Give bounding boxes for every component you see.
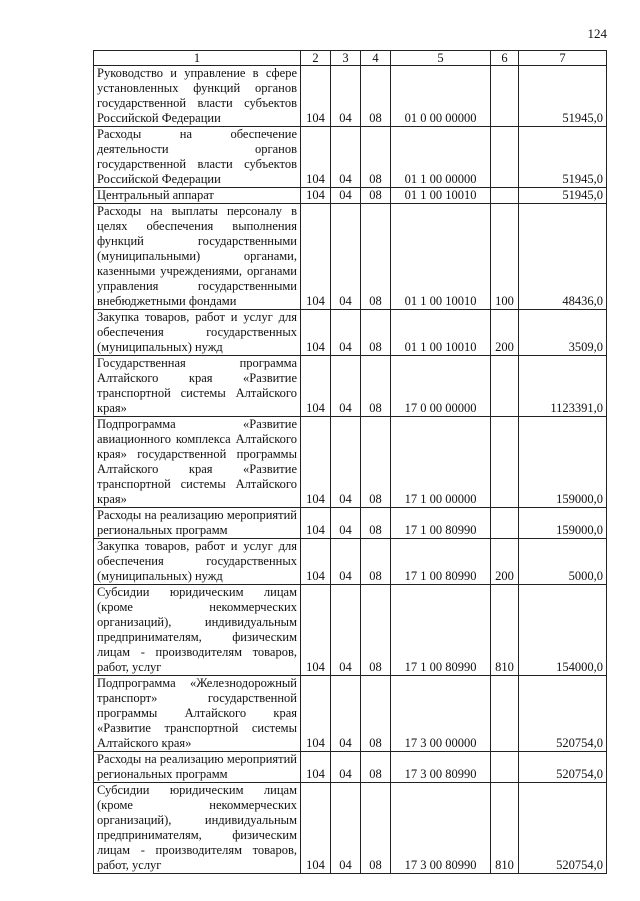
table-row bbox=[94, 188, 607, 204]
row-name-cell: Закупка товаров, работ и услуг для обеспечения государственных (муниципальных) нужд bbox=[94, 539, 301, 585]
row-name-cell: Подпрограмма «Развитие авиационного комплекса Алтайского края» государственной программы Алтайского края «Развитие транспортной системы Алтайского края» bbox=[94, 417, 301, 508]
row-expense-type-cell: 810 bbox=[491, 585, 519, 676]
row-expense-type-cell bbox=[491, 188, 519, 204]
row-name-cell: Расходы на реализацию мероприятий региональных программ bbox=[94, 508, 301, 539]
row-code-cell: 01 0 00 00000 bbox=[391, 66, 491, 127]
row-col2-cell: 104 bbox=[301, 188, 331, 204]
row-col3-cell: 04 bbox=[331, 66, 361, 127]
column-header: 2 bbox=[301, 51, 331, 66]
row-col3-cell: 04 bbox=[331, 539, 361, 585]
row-col2-cell: 104 bbox=[301, 417, 331, 508]
row-expense-type-cell: 200 bbox=[491, 539, 519, 585]
row-expense-type-cell: 100 bbox=[491, 204, 519, 310]
row-expense-type-cell bbox=[491, 127, 519, 188]
row-amount-cell: 520754,0 bbox=[519, 752, 607, 783]
row-amount-cell: 5000,0 bbox=[519, 539, 607, 585]
row-col2-cell: 104 bbox=[301, 66, 331, 127]
row-col2-cell: 104 bbox=[301, 752, 331, 783]
row-col3-cell: 04 bbox=[331, 508, 361, 539]
row-col4-cell: 08 bbox=[361, 66, 391, 127]
row-col2-cell: 104 bbox=[301, 783, 331, 874]
row-expense-type-cell bbox=[491, 676, 519, 752]
row-code-cell: 17 3 00 80990 bbox=[391, 783, 491, 874]
row-col3-cell: 04 bbox=[331, 783, 361, 874]
row-name-cell: Расходы на реализацию мероприятий региональных программ bbox=[94, 752, 301, 783]
row-amount-cell: 51945,0 bbox=[519, 66, 607, 127]
table-row bbox=[94, 783, 607, 874]
row-col4-cell: 08 bbox=[361, 188, 391, 204]
row-code-cell: 17 1 00 80990 bbox=[391, 585, 491, 676]
row-code-cell: 17 3 00 80990 bbox=[391, 752, 491, 783]
row-col3-cell: 04 bbox=[331, 356, 361, 417]
row-col2-cell: 104 bbox=[301, 310, 331, 356]
row-code-cell: 17 1 00 00000 bbox=[391, 417, 491, 508]
column-header: 4 bbox=[361, 51, 391, 66]
table-row bbox=[94, 204, 607, 310]
row-code-cell: 01 1 00 10010 bbox=[391, 204, 491, 310]
row-name-cell: Государственная программа Алтайского края «Развитие транспортной системы Алтайского края» bbox=[94, 356, 301, 417]
row-col4-cell: 08 bbox=[361, 752, 391, 783]
column-header: 1 bbox=[94, 51, 301, 66]
row-amount-cell: 154000,0 bbox=[519, 585, 607, 676]
row-code-cell: 01 1 00 10010 bbox=[391, 310, 491, 356]
row-col2-cell: 104 bbox=[301, 356, 331, 417]
table-row bbox=[94, 417, 607, 508]
row-amount-cell: 51945,0 bbox=[519, 127, 607, 188]
table-row bbox=[94, 127, 607, 188]
row-name-cell: Субсидии юридическим лицам (кроме некоммерческих организаций), индивидуальным предпринимателям, физическим лицам - производителям товаров, работ, услуг bbox=[94, 585, 301, 676]
row-name-cell: Субсидии юридическим лицам (кроме некоммерческих организаций), индивидуальным предпринимателям, физическим лицам - производителям товаров, работ, услуг bbox=[94, 783, 301, 874]
row-code-cell: 17 1 00 80990 bbox=[391, 539, 491, 585]
row-code-cell: 01 1 00 00000 bbox=[391, 127, 491, 188]
row-col4-cell: 08 bbox=[361, 539, 391, 585]
row-amount-cell: 3509,0 bbox=[519, 310, 607, 356]
row-col3-cell: 04 bbox=[331, 752, 361, 783]
row-col3-cell: 04 bbox=[331, 188, 361, 204]
row-expense-type-cell bbox=[491, 66, 519, 127]
row-col4-cell: 08 bbox=[361, 508, 391, 539]
row-amount-cell: 159000,0 bbox=[519, 508, 607, 539]
row-code-cell: 17 0 00 00000 bbox=[391, 356, 491, 417]
row-col4-cell: 08 bbox=[361, 783, 391, 874]
row-name-cell: Руководство и управление в сфере установленных функций органов государственной власти субъектов Российской Федерации bbox=[94, 66, 301, 127]
row-code-cell: 17 3 00 00000 bbox=[391, 676, 491, 752]
row-col2-cell: 104 bbox=[301, 204, 331, 310]
column-header: 5 bbox=[391, 51, 491, 66]
row-amount-cell: 1123391,0 bbox=[519, 356, 607, 417]
table-row bbox=[94, 676, 607, 752]
row-col4-cell: 08 bbox=[361, 204, 391, 310]
row-amount-cell: 51945,0 bbox=[519, 188, 607, 204]
column-header: 7 bbox=[519, 51, 607, 66]
row-col3-cell: 04 bbox=[331, 585, 361, 676]
row-amount-cell: 520754,0 bbox=[519, 676, 607, 752]
row-col3-cell: 04 bbox=[331, 310, 361, 356]
row-col4-cell: 08 bbox=[361, 676, 391, 752]
row-col4-cell: 08 bbox=[361, 310, 391, 356]
row-col3-cell: 04 bbox=[331, 417, 361, 508]
row-amount-cell: 159000,0 bbox=[519, 417, 607, 508]
row-amount-cell: 48436,0 bbox=[519, 204, 607, 310]
row-col2-cell: 104 bbox=[301, 127, 331, 188]
table-row bbox=[94, 356, 607, 417]
page-number: 124 bbox=[587, 26, 607, 41]
row-name-cell: Расходы на обеспечение деятельности органов государственной власти субъектов Российской Федерации bbox=[94, 127, 301, 188]
row-col4-cell: 08 bbox=[361, 356, 391, 417]
table-row bbox=[94, 539, 607, 585]
table-header-row bbox=[94, 51, 607, 66]
row-col2-cell: 104 bbox=[301, 508, 331, 539]
table-row bbox=[94, 66, 607, 127]
budget-table bbox=[93, 50, 607, 874]
row-expense-type-cell bbox=[491, 417, 519, 508]
table-row bbox=[94, 752, 607, 783]
row-name-cell: Закупка товаров, работ и услуг для обеспечения государственных (муниципальных) нужд bbox=[94, 310, 301, 356]
column-header: 3 bbox=[331, 51, 361, 66]
row-name-cell: Центральный аппарат bbox=[94, 188, 301, 204]
row-col2-cell: 104 bbox=[301, 539, 331, 585]
row-col3-cell: 04 bbox=[331, 127, 361, 188]
table-row bbox=[94, 585, 607, 676]
row-col4-cell: 08 bbox=[361, 585, 391, 676]
row-col2-cell: 104 bbox=[301, 585, 331, 676]
row-expense-type-cell bbox=[491, 508, 519, 539]
row-code-cell: 17 1 00 80990 bbox=[391, 508, 491, 539]
table-row bbox=[94, 310, 607, 356]
row-name-cell: Расходы на выплаты персоналу в целях обеспечения выполнения функций государственными (муниципальными) органами, казенными учреждениями, органами управления государственными внебюджетными фондами bbox=[94, 204, 301, 310]
row-expense-type-cell: 200 bbox=[491, 310, 519, 356]
table-row bbox=[94, 508, 607, 539]
row-code-cell: 01 1 00 10010 bbox=[391, 188, 491, 204]
row-col4-cell: 08 bbox=[361, 127, 391, 188]
column-header: 6 bbox=[491, 51, 519, 66]
row-expense-type-cell: 810 bbox=[491, 783, 519, 874]
row-expense-type-cell bbox=[491, 752, 519, 783]
row-col3-cell: 04 bbox=[331, 204, 361, 310]
row-name-cell: Подпрограмма «Железнодорожный транспорт» государственной программы Алтайского края «Развитие транспортной системы Алтайского края» bbox=[94, 676, 301, 752]
row-col4-cell: 08 bbox=[361, 417, 391, 508]
row-col2-cell: 104 bbox=[301, 676, 331, 752]
row-expense-type-cell bbox=[491, 356, 519, 417]
row-amount-cell: 520754,0 bbox=[519, 783, 607, 874]
row-col3-cell: 04 bbox=[331, 676, 361, 752]
